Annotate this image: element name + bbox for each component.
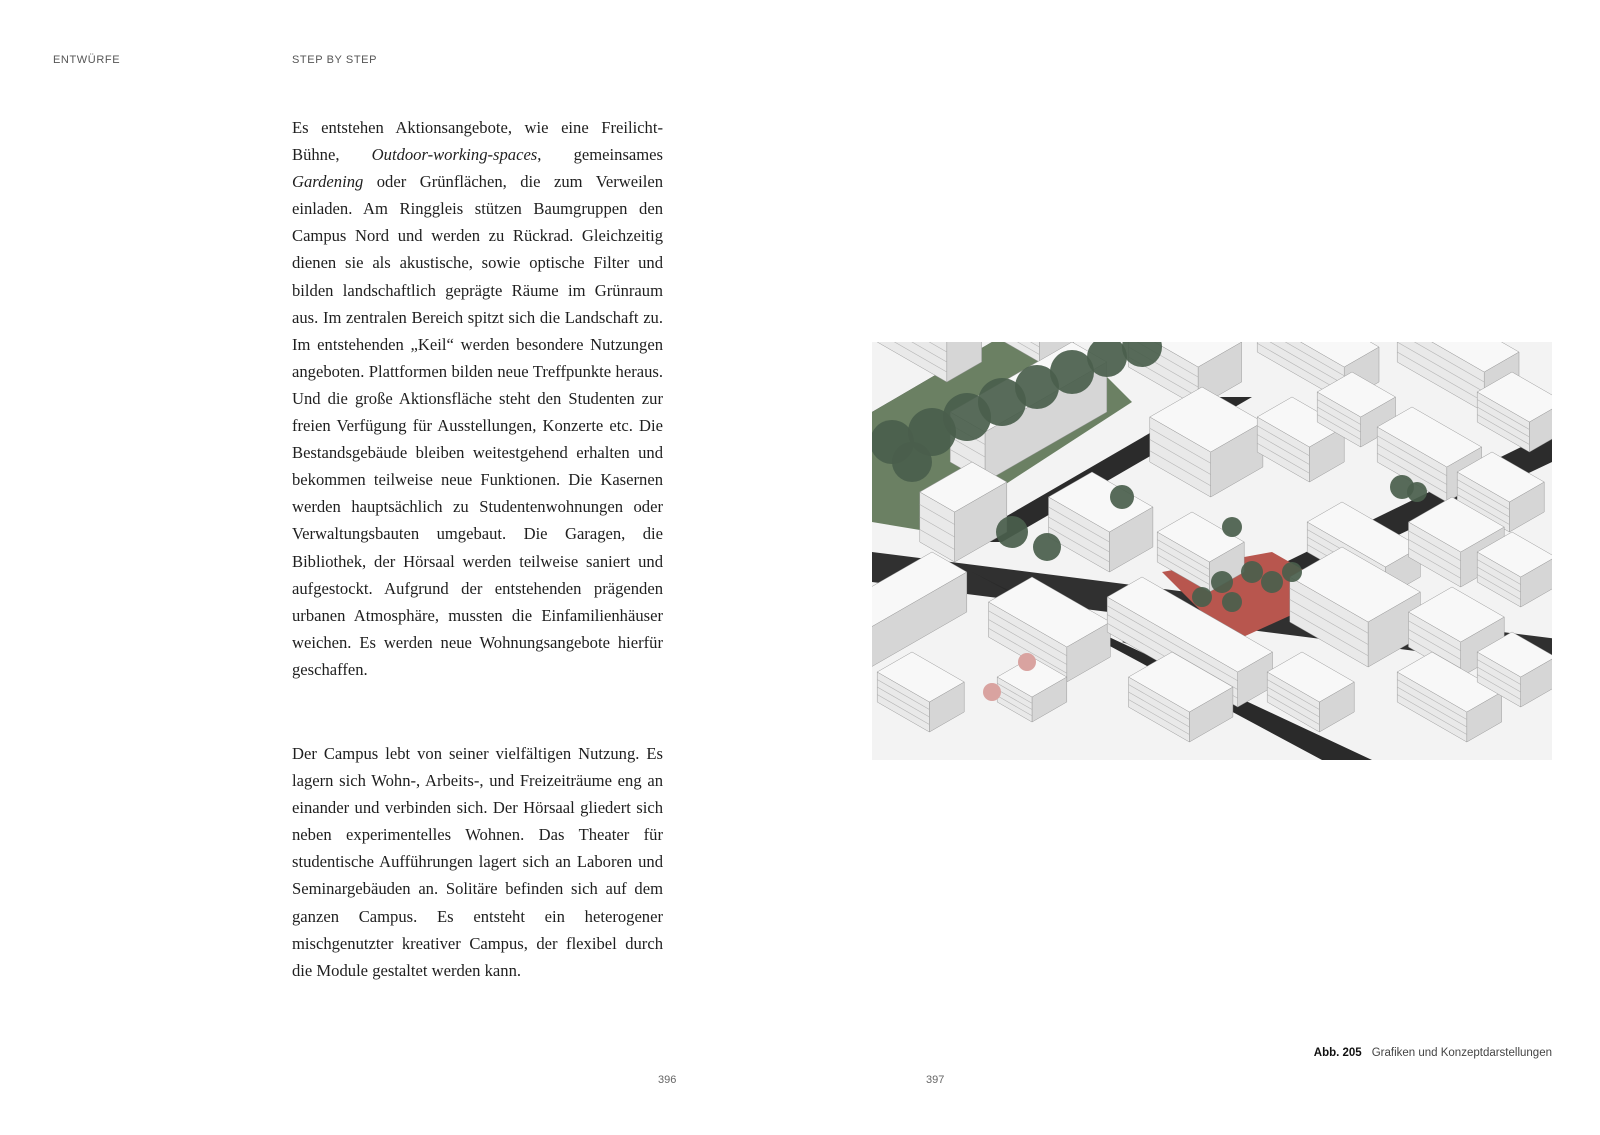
tree-canopy	[1241, 561, 1263, 583]
blossom-tree	[1018, 653, 1036, 671]
italic-term: Gardening	[292, 172, 364, 192]
paragraph-1-text	[292, 114, 663, 683]
tree-canopy	[1110, 485, 1134, 509]
running-head-left: ENTWÜRFE	[53, 54, 121, 66]
tree-canopy	[1261, 571, 1283, 593]
isometric-campus-svg	[872, 342, 1552, 760]
caption-text: Grafiken und Konzeptdarstellungen	[1371, 1047, 1552, 1059]
isometric-campus-illustration	[872, 342, 1552, 760]
page-number-left: 396	[658, 1074, 677, 1086]
tree-canopy	[1222, 592, 1242, 612]
body-paragraph-1	[292, 114, 663, 683]
tree-canopy	[1211, 571, 1233, 593]
figure-caption	[1314, 1047, 1552, 1059]
text-run: , gemeinsames	[537, 145, 663, 165]
tree-canopy	[1192, 587, 1212, 607]
paragraph-2-text: Der Campus lebt von seiner vielfältigen Nutzung. Es lagern sich Wohn-, Arbeits-, und Freizeiträume eng an einander und verbinden sich. Der Hörsaal gliedert sich neben experimentelles Wohnen. Das Theater für studentische Aufführungen lagert sich an Laboren und Seminargebäuden an. Solitäre befinden sich auf dem ganzen Campus. Es entsteht ein heterogener mischgenutzter kreativer Campus, der flexibel durch die Module gestaltet werden kann.	[292, 744, 663, 980]
blossom-tree	[983, 683, 1001, 701]
caption-number: Abb. 205	[1313, 1047, 1362, 1059]
page-number-right: 397	[926, 1074, 945, 1086]
tree-canopy	[1033, 533, 1061, 561]
body-paragraph-2	[292, 740, 663, 984]
running-head-right: STEP BY STEP	[292, 54, 378, 66]
tree-canopy	[1282, 562, 1302, 582]
tree-canopy	[1222, 517, 1242, 537]
tree-canopy	[892, 442, 932, 482]
tree-canopy	[1407, 482, 1427, 502]
text-run: oder Grünflächen, die zum Verweilen einladen. Am Ringgleis stützen Baumgruppen den Campus Nord und werden zu Rückrad. Gleichzeitig dienen sie als akustische, sowie optische Filter und bilden landschaftlich geprägte Räume im Grünraum aus. Im zentralen Bereich spitzt sich die Landschaft zu. Im entstehenden „Keil“ werden besondere Nutzungen angeboten. Plattformen bilden neue Treffpunkte heraus. Und die große Aktionsfläche steht den Studenten zur freien Verfügung für Ausstellungen, Konzerte etc. Die Bestandsgebäude bleiben weitestgehend erhalten und bekommen teilweise neue Funktionen. Die Kasernen werden hauptsächlich zu Studentenwohnungen oder Verwaltungsbauten umgebaut. Die Garagen, die Bibliothek, der Hörsaal werden teilweise saniert und aufgestockt. Aufgrund der entstehenden prägenden urbanen Atmosphäre, mussten die Einfamilienhäuser weichen. Es werden neue Wohnungsangebote hierfür geschaffen.	[292, 172, 663, 679]
text-run: Es entstehen Aktionsangebote, wie eine Freilicht-Bühne,	[292, 118, 663, 165]
italic-term: Outdoor-working-spaces	[371, 145, 538, 165]
tree-canopy	[996, 516, 1028, 548]
